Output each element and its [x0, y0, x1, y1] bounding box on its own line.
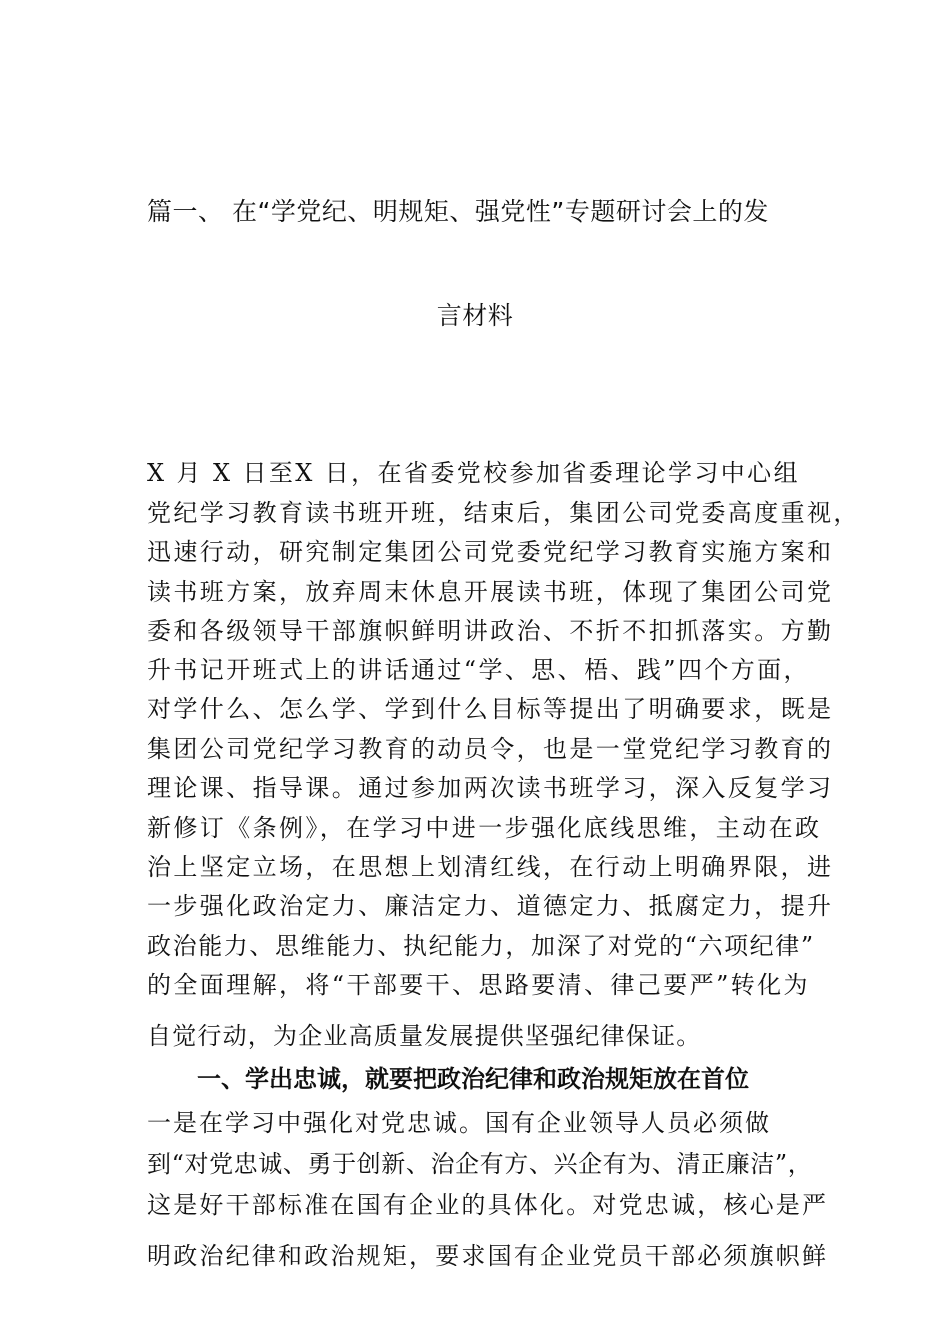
intro-line-14: 的全面理解，将“干部要干、思路要清、律己要严”转化为: [147, 971, 810, 999]
intro-line-11: 治上坚定立场，在思想上划清红线，在行动上明确界限，进: [147, 853, 834, 881]
section-line-3: 这是好干部标准在国有企业的具体化。对党忠诚，核心是严: [147, 1191, 829, 1219]
section-heading: 一、学出忠诚，就要把政治纪律和政治规矩放在首位: [197, 1065, 749, 1093]
intro-line-15: 自觉行动，为企业高质量发展提供坚强纪律保证。: [147, 1022, 702, 1050]
intro-line-4: 读书班方案，放弃周末休息开展读书班，体现了集团公司党: [147, 578, 834, 606]
intro-line-9: 理论课、指导课。通过参加两次读书班学习，深入反复学习: [147, 774, 834, 802]
section-line-4: 明政治纪律和政治规矩，要求国有企业党员干部必须旗帜鲜: [147, 1242, 829, 1270]
intro-line-8: 集团公司党纪学习教育的动员令，也是一堂党纪学习教育的: [147, 735, 834, 763]
section-line-1: 一是在学习中强化对党忠诚。国有企业领导人员必须做: [147, 1109, 771, 1137]
document-title-line-2: 言材料: [436, 301, 514, 330]
intro-line-6: 升书记开班式上的讲话通过“学、思、梧、践”四个方面，: [147, 656, 810, 684]
intro-line-10: 新修订《条例》，在学习中进一步强化底线思维，主动在政: [147, 814, 822, 842]
intro-line-12: 一步强化政治定力、廉洁定力、道德定力、抵腐定力，提升: [147, 892, 834, 920]
intro-line-7: 对学什么、怎么学、学到什么目标等提出了明确要求，既是: [147, 695, 834, 723]
intro-line-5: 委和各级领导干部旗帜鲜明讲政治、不折不扣抓落实。方勤: [147, 617, 834, 645]
document-title-line-1: 篇一、 在“学党纪、明规矩、强党性”专题研讨会上的发: [147, 197, 769, 226]
intro-line-3: 迅速行动，研究制定集团公司党委党纪学习教育实施方案和: [147, 538, 834, 566]
intro-line-2: 党纪学习教育读书班开班，结束后，集团公司党委高度重视，: [147, 499, 860, 527]
intro-line-13: 政治能力、思维能力、执纪能力，加深了对党的“六项纪律”: [147, 932, 815, 960]
section-line-2: 到“对党忠诚、勇于创新、治企有方、兴企有为、清正廉洁”，: [147, 1150, 813, 1178]
intro-line-1: X 月 X 日至X 日，在省委党校参加省委理论学习中心组: [147, 459, 800, 487]
